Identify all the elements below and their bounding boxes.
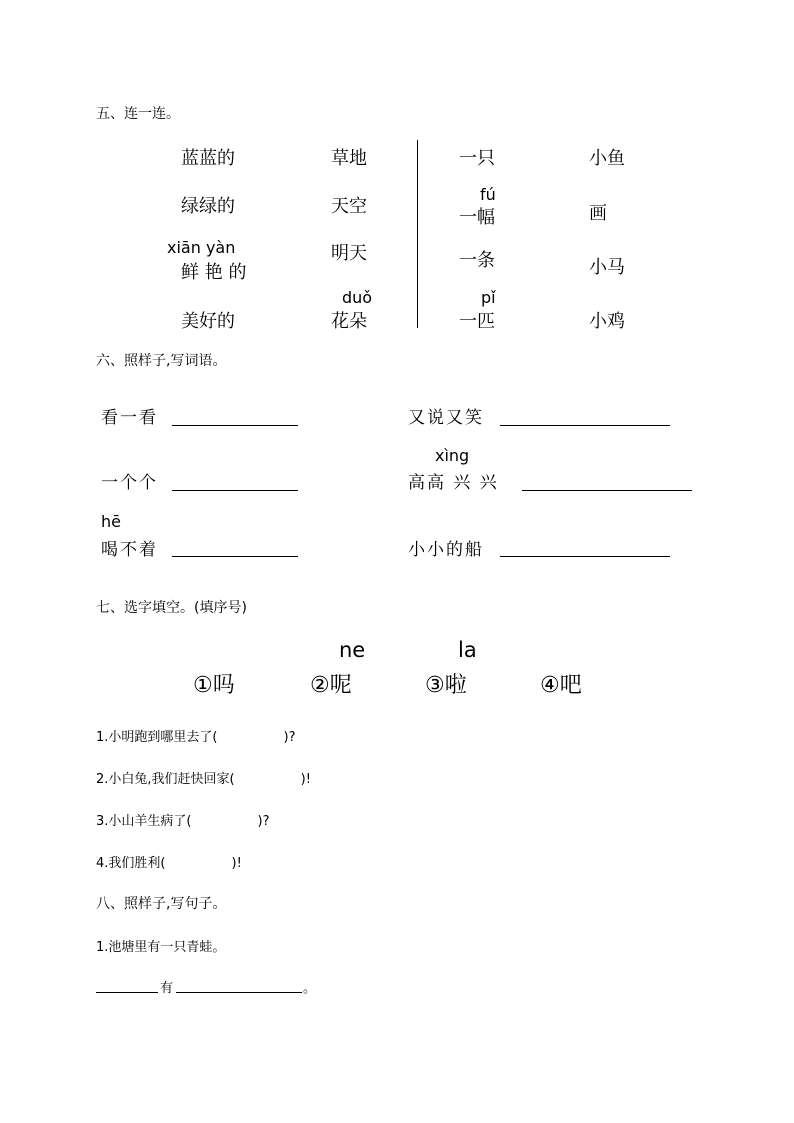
sentence-mid-word: 有 [160,981,174,996]
match-left-4[interactable]: 美好的 [181,311,235,332]
match-mid-4[interactable]: 花朵 [331,311,367,332]
match-measure-1[interactable]: 一只 [459,148,495,169]
pinyin-duo: duǒ [342,288,373,307]
pinyin-pi: pǐ [481,288,496,307]
section-7-title: 七、选字填空。(填序号) [96,600,247,616]
option-1[interactable]: ①吗 [193,673,235,698]
match-left-1[interactable]: 蓝蓝的 [181,148,235,169]
pinyin-xianyan: xiān yàn [167,238,236,257]
match-mid-2[interactable]: 天空 [331,196,367,217]
answer-line-6[interactable] [500,556,670,557]
answer-line-5[interactable] [172,556,298,557]
question-4 [96,852,242,871]
match-measure-3[interactable]: 一条 [459,250,495,271]
match-left-3[interactable]: 鲜 艳 的 [181,262,247,283]
pinyin-ne: ne [339,638,366,662]
question-end: )! [231,856,242,871]
question-text: .小白兔,我们赶快回家( [104,772,235,787]
option-4[interactable]: ④吧 [540,673,582,698]
question-text: .小山羊生病了( [104,814,192,829]
example-sentence [96,936,225,955]
pinyin-xing: xìng [435,446,470,465]
pinyin-he: hē [101,512,121,531]
sentence-end-mark: 。 [303,981,317,996]
sentence-blank-1[interactable] [96,992,158,993]
match-right-3[interactable]: 小马 [589,257,625,278]
match-mid-1[interactable]: 草地 [331,148,367,169]
pinyin-fu: fú [480,185,496,204]
question-number: 3 [96,814,105,829]
word-example-2: 又说又笑 [408,408,484,428]
question-end: )? [283,730,296,745]
option-2[interactable]: ②呢 [310,673,352,698]
match-mid-3[interactable]: 明天 [331,243,367,264]
example-number: 1 [96,940,105,955]
match-right-1[interactable]: 小鱼 [589,148,625,169]
section-6-title: 六、照样子,写词语。 [96,353,227,369]
section-8-title: 八、照样子,写句子。 [96,896,227,912]
answer-line-1[interactable] [172,425,298,426]
word-example-5: 喝不着 [101,540,158,560]
question-2 [96,768,311,787]
word-example-6: 小小的船 [408,540,484,560]
question-end: )? [257,814,270,829]
question-number: 4 [96,856,105,871]
option-3[interactable]: ③啦 [425,673,467,698]
match-left-2[interactable]: 绿绿的 [181,196,235,217]
pinyin-la: la [458,638,477,662]
question-end: )! [300,772,311,787]
question-number: 1 [96,730,105,745]
question-text: .小明跑到哪里去了( [104,730,218,745]
answer-line-4[interactable] [522,490,692,491]
word-example-3: 一个个 [101,473,158,493]
question-text: .我们胜利( [104,856,166,871]
word-example-4: 高高 兴 兴 [408,473,499,493]
question-number: 2 [96,772,105,787]
answer-line-3[interactable] [172,490,298,491]
match-measure-4[interactable]: 一匹 [459,311,495,332]
question-3 [96,810,269,829]
question-1 [96,726,295,745]
match-right-4[interactable]: 小鸡 [589,311,625,332]
word-example-1: 看一看 [101,408,158,428]
match-measure-2[interactable]: 一幅 [459,207,495,228]
section-5-title: 五、连一连。 [96,106,180,122]
divider-line [417,140,418,328]
match-right-2[interactable]: 画 [589,203,607,224]
example-text: .池塘里有一只青蛙。 [104,940,226,955]
sentence-blank-2[interactable] [176,992,302,993]
answer-line-2[interactable] [500,425,670,426]
